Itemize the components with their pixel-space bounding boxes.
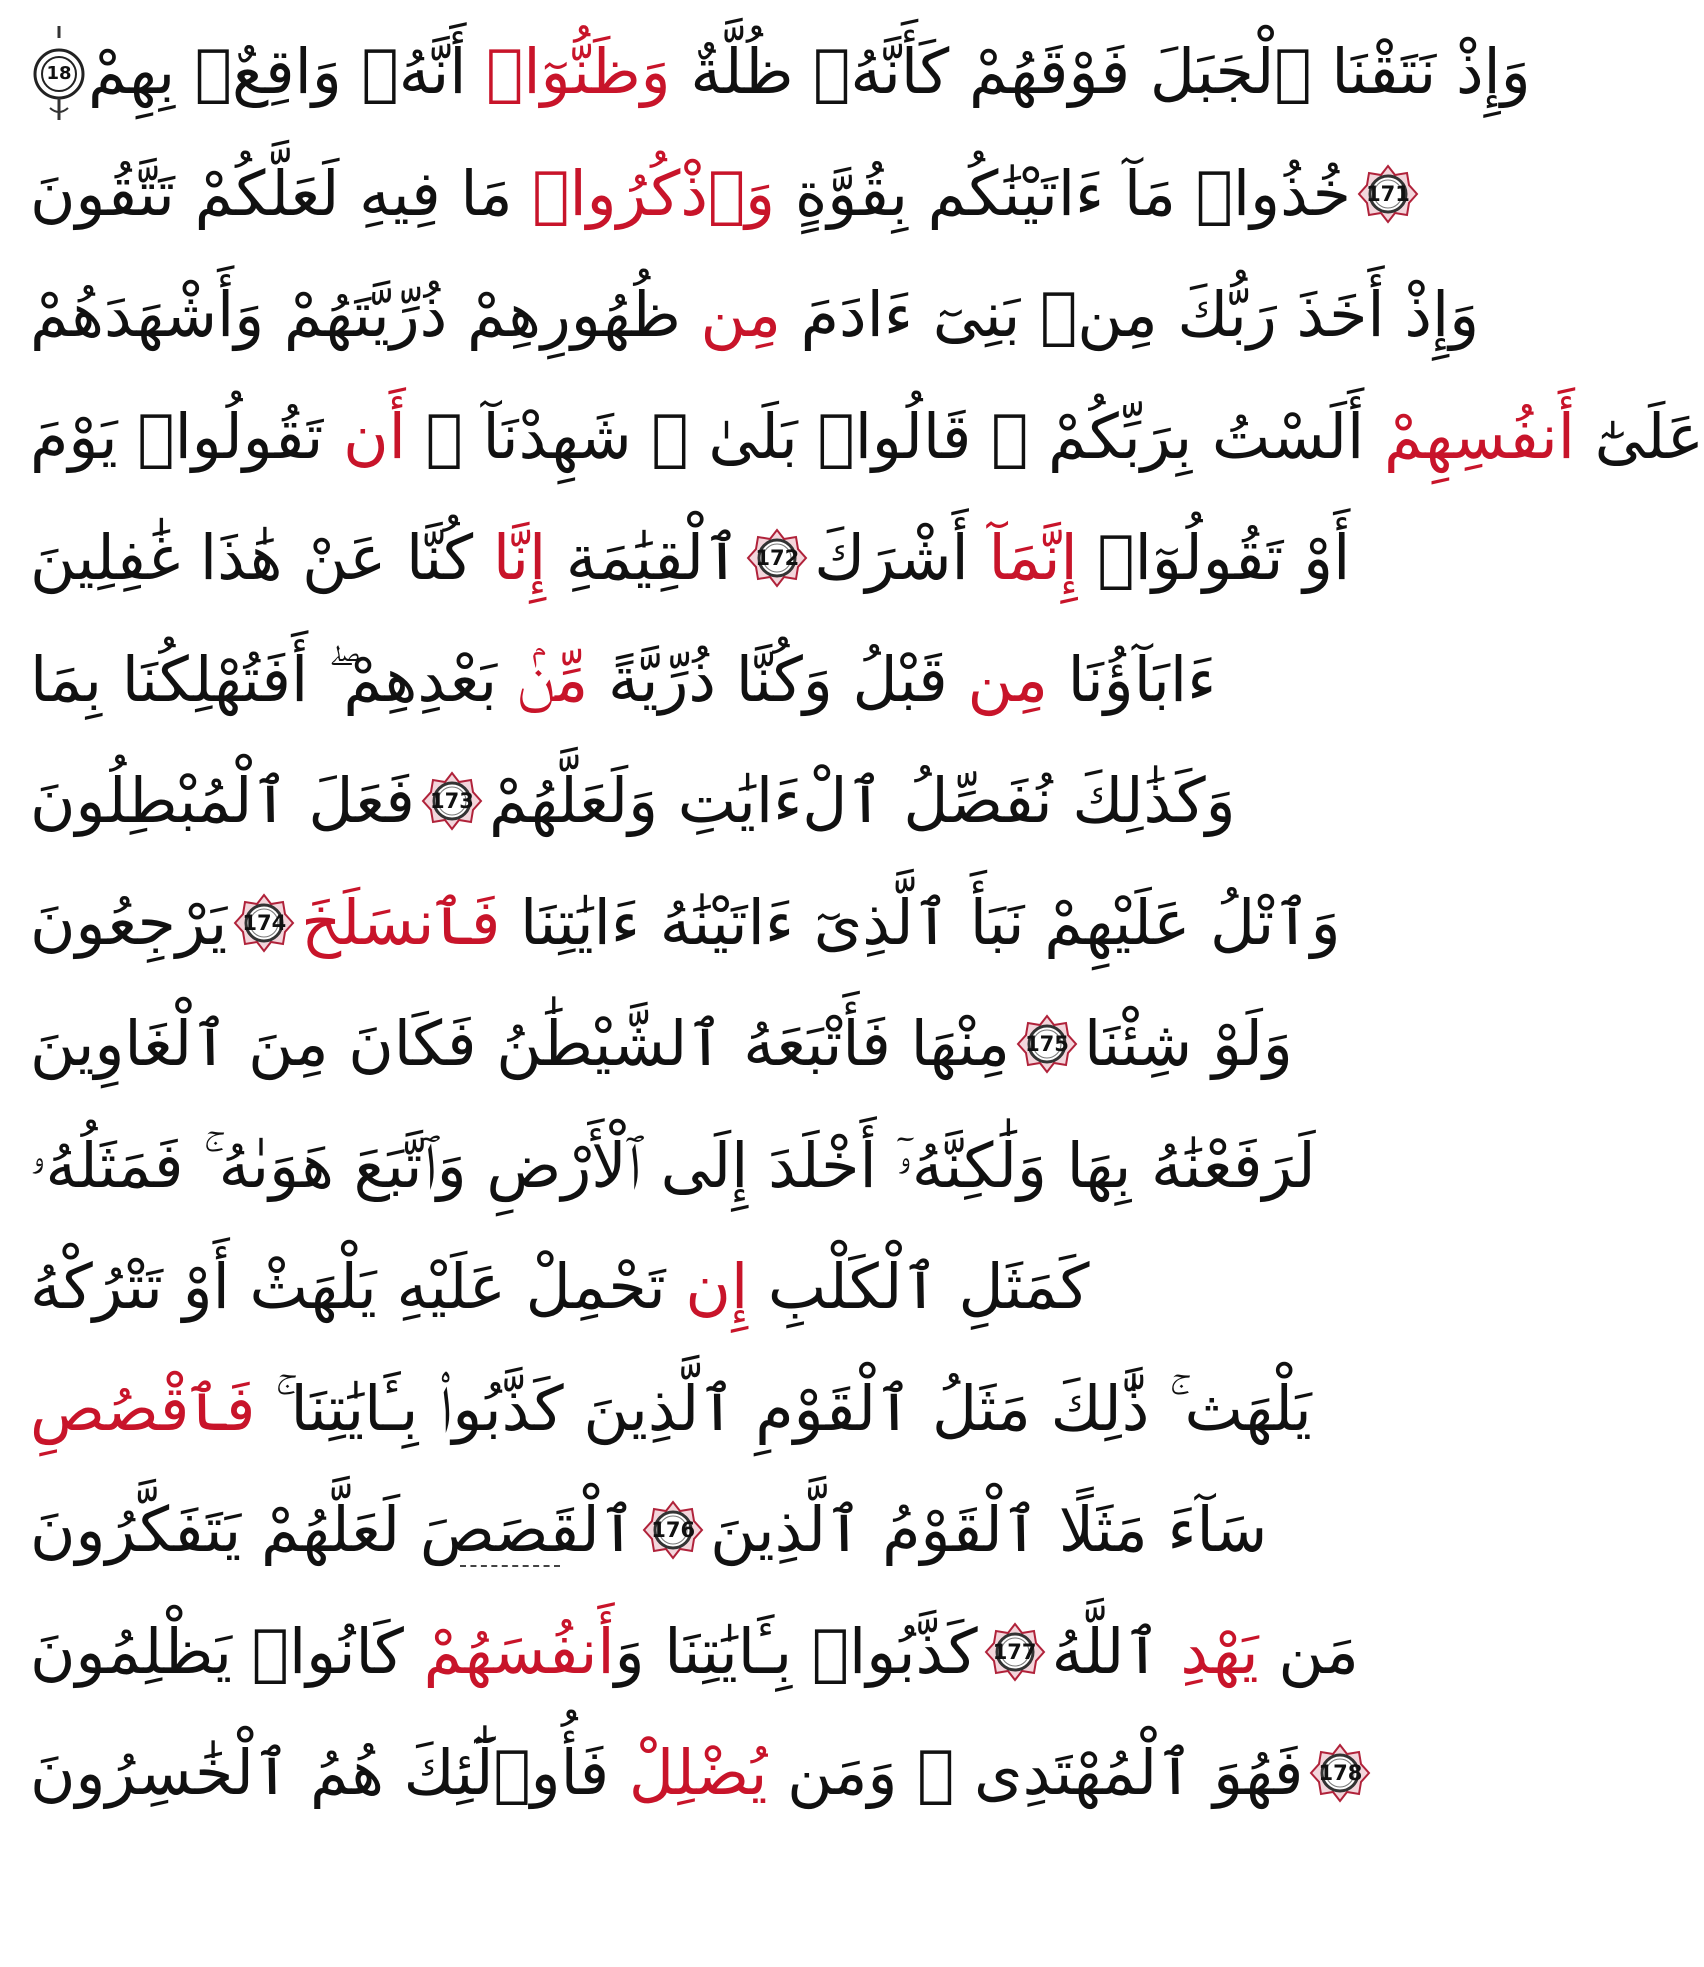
tajweed-highlight-word: إِن [685, 1250, 749, 1323]
verse-word: أَلَسْتُ بِرَبِّكُمْ ۖ قَالُوا۟ بَلَىٰ ۛ شَهِدْنَآ ۛ [405, 399, 1384, 473]
tajweed-highlight-word: أَن [343, 399, 406, 473]
verse-word: مَن [1258, 1614, 1359, 1688]
verse-word: ٱلْقِيَٰمَةِ [546, 521, 741, 594]
verse-text [301, 863, 1340, 983]
verse-line [30, 984, 1293, 1104]
ayah-end-marker-icon [746, 527, 808, 589]
verse-text [814, 498, 1350, 618]
verse-word: فَهُوَ ٱلْمُهْتَدِى ۖ وَمَن [767, 1736, 1304, 1809]
ayah-end-marker-icon [1357, 163, 1419, 225]
verse-word: يَلْهَث ۚ ذَّٰلِكَ مَثَلُ ٱلْقَوْمِ ٱلَّذِينَ كَذَّبُوا۟ بِـَٔايَٰتِنَا ۚ [255, 1371, 1312, 1445]
verse-word: فَعَلَ ٱلْمُبْطِلُونَ [30, 764, 415, 837]
verse-line [30, 12, 1531, 132]
ayah-end-marker-icon [233, 892, 295, 954]
tajweed-highlight-word: وَٱذْكُرُوا۟ [532, 156, 776, 230]
verse-word: وَلَوْ شِئْنَا [1083, 1007, 1293, 1080]
verse-word: وَكَذَٰلِكَ نُفَصِّلُ ٱلْءَايَٰتِ وَلَعَلَّهُمْ [488, 764, 1236, 837]
verse-text [710, 1470, 1267, 1590]
verse-word: أَوْ تَقُولُوٓا۟ [1077, 521, 1351, 594]
tajweed-highlight-word: وَظَنُّوٓا۟ [466, 35, 671, 108]
ayah-number: 174 [242, 910, 287, 935]
verse-word: وَإِذْ نَتَقْنَا ٱلْجَبَلَ فَوْقَهُمْ كَأَنَّهُۥ ظُلَّةٌ [670, 35, 1531, 108]
tajweed-highlight-word: يُضْلِلْ [628, 1736, 768, 1809]
verse-word: ٱلْقَصَصَ لَعَلَّهُمْ يَتَفَكَّرُونَ [30, 1493, 637, 1566]
verse-text [30, 1592, 978, 1712]
verse-word: يَرْجِعُونَ [30, 885, 228, 959]
verse-word: وَإِذْ أَخَذَ رَبُّكَ مِنۢ بَنِىٓ ءَادَمَ [780, 278, 1480, 351]
tajweed-highlight-word: أَنفُسِهِمْ [1383, 399, 1575, 473]
ayah-number: 178 [1318, 1761, 1363, 1785]
verse-text [30, 984, 1010, 1104]
verse-text [1052, 1592, 1359, 1712]
verse-line [30, 1713, 1363, 1833]
verse-line [30, 1470, 1268, 1590]
ayah-number: 173 [430, 789, 474, 813]
tajweed-highlight-word: فَٱقْصُصِ [30, 1371, 256, 1445]
ayah-end-marker-icon [1016, 1013, 1078, 1075]
verse-text [30, 1227, 1090, 1347]
verse-text [1084, 984, 1293, 1104]
tajweed-highlight-word: فَٱنسَلَخَ [301, 885, 501, 959]
verse-word: ظُهُورِهِمْ ذُرِّيَّتَهُمْ وَأَشْهَدَهُمْ [30, 278, 701, 351]
verse-word: أَنَّهُۥ وَاقِعٌۢ بِهِمْ [88, 35, 467, 108]
verse-line [30, 620, 1230, 740]
verse-word: قَبْلُ وَكُنَّا ذُرِّيَّةً [588, 642, 968, 716]
ayah-number: 176 [651, 1518, 696, 1542]
ayah-end-marker-icon [984, 1621, 1046, 1683]
verse-text [30, 1349, 1312, 1469]
verse-text [30, 1713, 1303, 1833]
tajweed-highlight-word: مِن [700, 278, 781, 351]
verse-word: فَأُو۟لَٰٓئِكَ هُمُ ٱلْخَٰسِرُونَ [30, 1736, 629, 1809]
tajweed-highlight-word: يَهْدِ [1180, 1614, 1259, 1688]
verse-text [30, 1106, 1316, 1226]
tajweed-highlight-word: مِّنۢ [516, 642, 589, 716]
verse-word: عَلَىٰٓ [1574, 399, 1704, 473]
verse-text [30, 134, 1351, 254]
verse-word: تَحْمِلْ عَلَيْهِ يَلْهَثْ أَوْ تَتْرُكْهُ [30, 1250, 686, 1323]
verse-line [30, 1349, 1312, 1469]
ayah-number: 172 [755, 546, 800, 570]
ayah-end-marker-icon [642, 1499, 704, 1561]
verse-word: كَمَثَلِ ٱلْكَلْبِ [748, 1250, 1090, 1323]
verse-text [489, 741, 1236, 861]
verse-word: خُذُوا۟ مَآ ءَاتَيْنَٰكُم بِقُوَّةٍ [775, 156, 1351, 230]
ayah-number: 177 [992, 1639, 1037, 1664]
verse-word: مِنْهَا فَأَتْبَعَهُ ٱلشَّيْطَٰنُ فَكَانَ مِنَ ٱلْغَاوِينَ [30, 1007, 1010, 1080]
verse-word: سَآءَ مَثَلًا ٱلْقَوْمُ ٱلَّذِينَ [710, 1493, 1268, 1566]
verse-word: أَشْرَكَ [814, 521, 989, 594]
ayah-end-marker-icon [421, 770, 483, 832]
underline-mark [460, 1565, 560, 1567]
verse-text [30, 863, 227, 983]
tajweed-highlight-word: إِنَّمَآ [988, 521, 1078, 594]
hizb-rosette-icon [30, 12, 88, 132]
ayah-number: 175 [1025, 1032, 1069, 1056]
tajweed-highlight-word: أَنفُسَهُمْ [423, 1614, 615, 1688]
verse-line [30, 377, 1704, 497]
verse-word: ءَابَآؤُنَا [1047, 642, 1217, 716]
verse-word: مَا فِيهِ لَعَلَّكُمْ تَتَّقُونَ [30, 156, 533, 230]
ayah-number: 171 [1366, 181, 1410, 206]
verse-word: كَانُوا۟ يَظْلِمُونَ [30, 1614, 424, 1688]
verse-line [30, 134, 1410, 254]
verse-word: تَقُولُوا۟ يَوْمَ [30, 399, 344, 473]
verse-line [30, 863, 1341, 983]
verse-text [30, 1470, 636, 1590]
tajweed-highlight-word: إِنَّا [492, 521, 547, 594]
verse-line [30, 1227, 1230, 1347]
verse-text [30, 741, 415, 861]
verse-line [30, 1106, 1316, 1226]
verse-line [30, 255, 1480, 375]
verse-text [88, 12, 1531, 132]
verse-word: ٱللَّهُ [1051, 1614, 1181, 1688]
verse-line [30, 741, 1236, 861]
verse-text [30, 498, 740, 618]
verse-word: كَذَّبُوا۟ بِـَٔايَٰتِنَا وَ [614, 1614, 978, 1688]
ayah-end-marker-icon [1309, 1742, 1371, 1804]
tajweed-highlight-word: مِن [967, 642, 1048, 716]
verse-text [30, 255, 1479, 375]
verse-word: لَرَفَعْنَٰهُ بِهَا وَلَٰكِنَّهُۥٓ أَخْلَدَ إِلَى ٱلْأَرْضِ وَٱتَّبَعَ هَوَىٰهُ ۚ فَمَثَلُهُۥ [30, 1128, 1316, 1202]
verse-word: بَعْدِهِمْ ۖ أَفَتُهْلِكُنَا بِمَا [30, 642, 517, 716]
verse-word: وَٱتْلُ عَلَيْهِمْ نَبَأَ ٱلَّذِىٓ ءَاتَيْنَٰهُ ءَايَٰتِنَا [500, 885, 1341, 959]
verse-line [30, 1592, 1359, 1712]
verse-word: كُنَّا عَنْ هَٰذَا غَٰفِلِينَ [30, 521, 493, 594]
juz-number: 18 [46, 62, 72, 84]
verse-line [30, 498, 1351, 618]
verse-text [30, 620, 1216, 740]
verse-text [30, 377, 1704, 497]
